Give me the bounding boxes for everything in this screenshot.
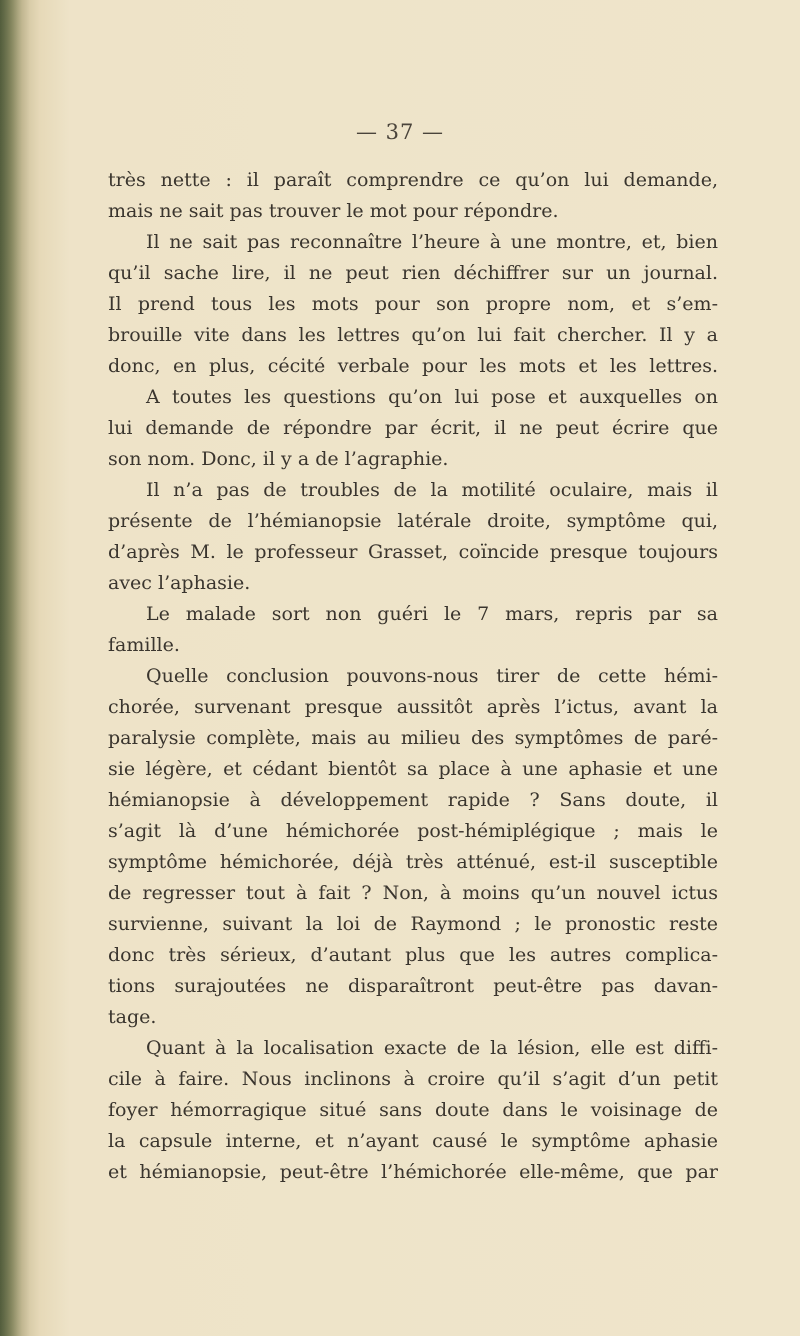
text-line: cile à faire. Nous inclinons à croire qu’il s’agit d’un petit xyxy=(108,1068,718,1090)
text-line: Quelle conclusion pouvons-nous tirer de cette hémi- xyxy=(146,665,718,687)
text-line: lui demande de répondre par écrit, il ne peut écrire que xyxy=(108,417,718,439)
text-line: Il prend tous les mots pour son propre nom, et s’em- xyxy=(108,293,718,315)
page-number: — 37 — xyxy=(355,120,445,144)
text-line: de regresser tout à fait ? Non, à moins qu’un nouvel ictus xyxy=(108,882,718,904)
text-line: famille. xyxy=(108,634,180,656)
text-line: tage. xyxy=(108,1006,157,1028)
text-line: tions surajoutées ne disparaîtront peut-être pas davan- xyxy=(108,975,718,997)
body-text xyxy=(108,165,718,1188)
text-line: Il ne sait pas reconnaître l’heure à une montre, et, bien xyxy=(146,231,718,253)
text-line: et hémianopsie, peut-être l’hémichorée elle-même, que par xyxy=(108,1161,718,1183)
text-line: avec l’aphasie. xyxy=(108,572,251,594)
text-line: donc, en plus, cécité verbale pour les mots et les lettres. xyxy=(108,355,718,377)
text-line: mais ne sait pas trouver le mot pour répondre. xyxy=(108,200,559,222)
text-line: la capsule interne, et n’ayant causé le symptôme aphasie xyxy=(108,1130,718,1152)
text-line: chorée, survenant presque aussitôt après l’ictus, avant la xyxy=(108,696,718,718)
text-line: donc très sérieux, d’autant plus que les autres complica- xyxy=(108,944,718,966)
text-line: qu’il sache lire, il ne peut rien déchiffrer sur un journal. xyxy=(108,262,718,284)
text-line: foyer hémorragique situé sans doute dans le voisinage de xyxy=(108,1099,718,1121)
text-line: son nom. Donc, il y a de l’agraphie. xyxy=(108,448,449,470)
text-line: s’agit là d’une hémichorée post-hémiplégique ; mais le xyxy=(108,820,718,842)
text-line: sie légère, et cédant bientôt sa place à une aphasie et une xyxy=(108,758,718,780)
page-spine-shadow xyxy=(0,0,30,1336)
text-line: survienne, suivant la loi de Raymond ; le pronostic reste xyxy=(108,913,718,935)
text-line: Il n’a pas de troubles de la motilité oculaire, mais il xyxy=(146,479,718,501)
text-line: brouille vite dans les lettres qu’on lui fait chercher. Il y a xyxy=(108,324,718,346)
text-line: présente de l’hémianopsie latérale droite, symptôme qui, xyxy=(108,510,718,532)
text-line: paralysie complète, mais au milieu des symptômes de paré- xyxy=(108,727,718,749)
text-line: A toutes les questions qu’on lui pose et auxquelles on xyxy=(146,386,718,408)
text-line: hémianopsie à développement rapide ? Sans doute, il xyxy=(108,789,718,811)
text-line: très nette : il paraît comprendre ce qu’on lui demande, xyxy=(108,169,718,191)
text-line: Quant à la localisation exacte de la lésion, elle est diffi- xyxy=(146,1037,718,1059)
text-line: symptôme hémichorée, déjà très atténué, est-il susceptible xyxy=(108,851,718,873)
text-line: d’après M. le professeur Grasset, coïncide presque toujours xyxy=(108,541,718,563)
text-line: Le malade sort non guéri le 7 mars, repris par sa xyxy=(146,603,718,625)
